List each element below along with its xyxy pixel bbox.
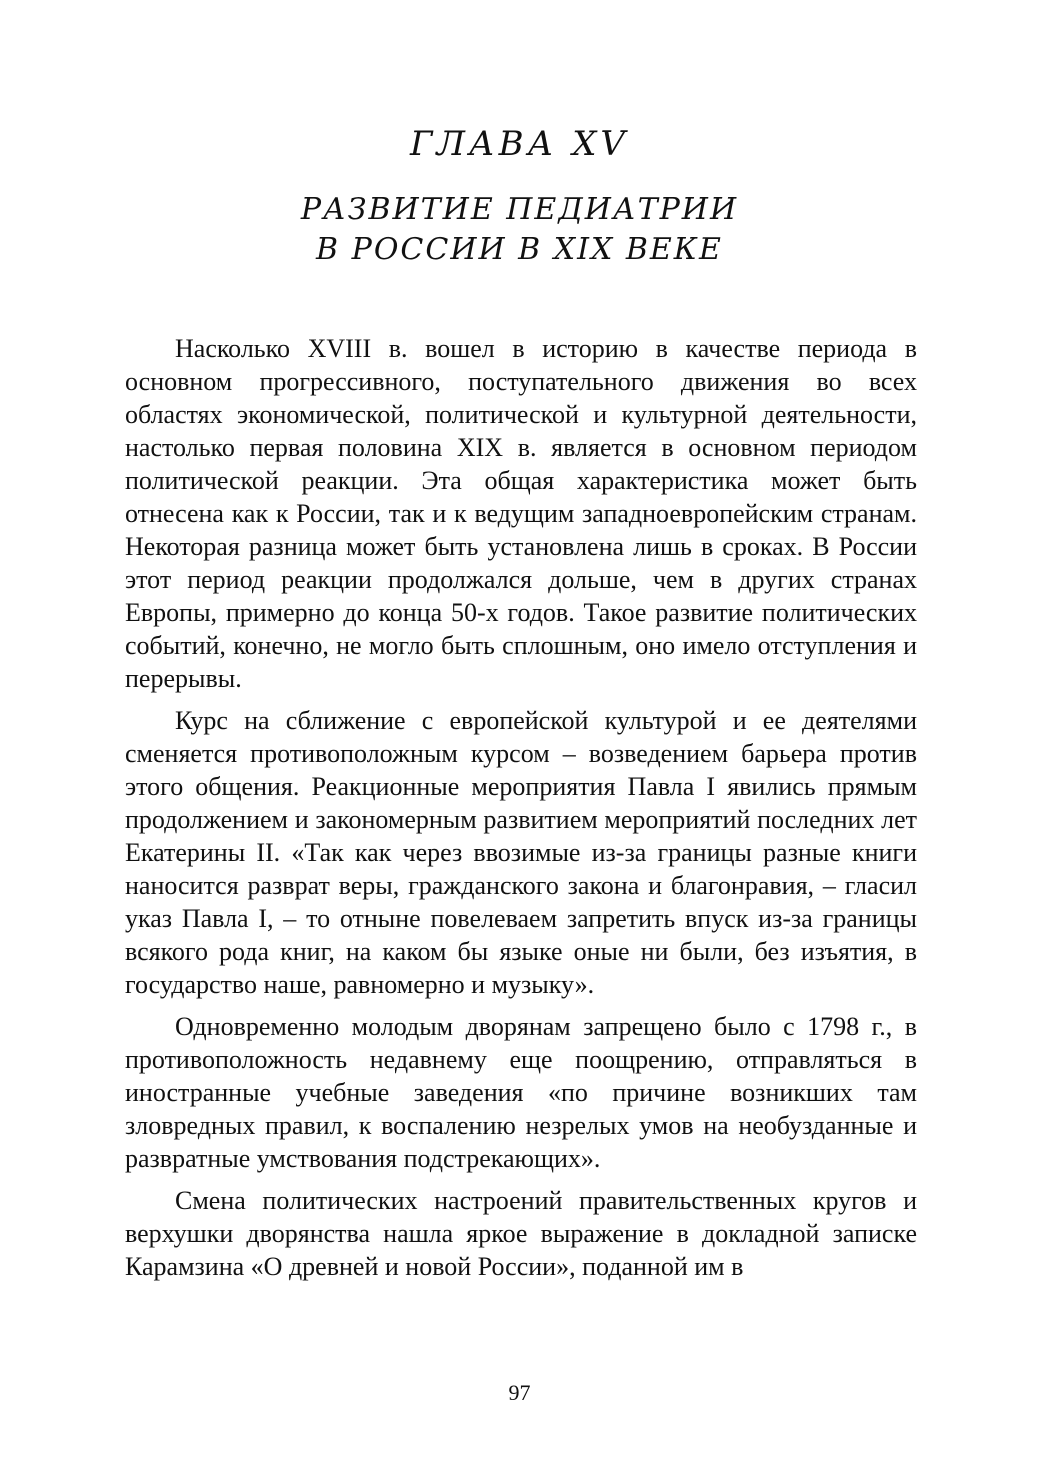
chapter-title [0,190,1039,270]
paragraph-2: Курс на сближение с европейской культурой и ее деятелями сменяется противоположным курсом – возведением барьера против этого общения. Реакционные мероприятия Павла I явились прямым продолжением и закономерным развитием мероприятий последних лет Екатерины II. «Так как через ввозимые из-за границы разные книги наносится разврат веры, гражданского закона и благонравия, – гласил указ Павла I, – то отныне повелеваем запретить впуск из-за границы всякого рода книг, на каком бы языке оные ни были, без изъятия, в государство наше, равномерно и музыку». [125,706,917,999]
chapter-label: ГЛАВА XV [410,124,629,164]
chapter-title-line-1: РАЗВИТИЕ ПЕДИАТРИИ [300,192,739,227]
paragraph-3: Одновременно молодым дворянам запрещено было с 1798 г., в противоположность недавнему еще поощрению, отправляться в иностранные учебные заведения «по причине возникших там зловредных правил, к воспалению незрелых умов на необузданные и развратные умствования подстрекающих». [125,1012,917,1173]
chapter-title-line-2: В РОССИИ В XIX ВЕКЕ [316,232,723,267]
body-text [125,332,917,1292]
page-number: 97 [508,1380,531,1405]
paragraph-1: Насколько XVIII в. вошел в историю в качестве периода в основном прогрессивного, поступательного движения во всех областях экономической, политической и культурной деятельности, настолько первая половина XIX в. является в основном периодом политической реакции. Эта общая характеристика может быть отнесена как к России, так и к ведущим западноевропейским странам. Некоторая разница может быть установлена лишь в сроках. В России этот период реакции продолжался дольше, чем в других странах Европы, примерно до конца 50-х годов. Такое развитие политических событий, конечно, не могло быть сплошным, оно имело отступления и перерывы. [125,334,917,693]
paragraph-4: Смена политических настроений правительственных кругов и верхушки дворянства нашла яркое выражение в докладной записке Карамзина «О древней и новой России», поданной им в [125,1186,917,1281]
